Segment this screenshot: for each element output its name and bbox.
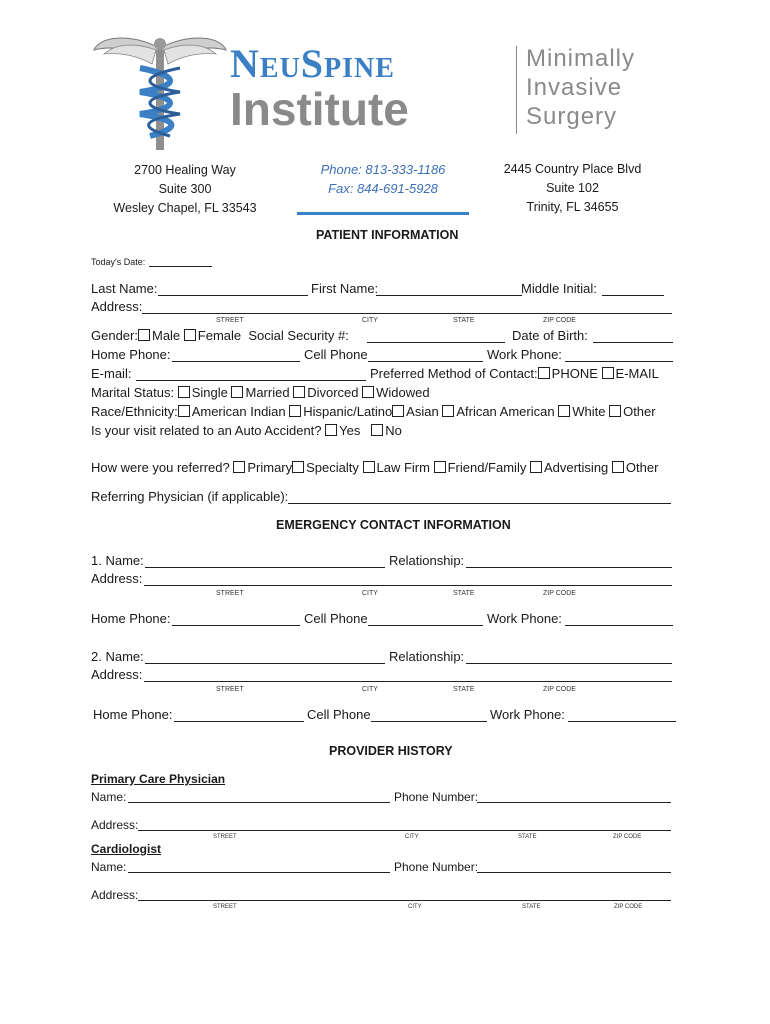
ref-other-label: Other	[625, 460, 659, 475]
ec1-home-phone-field[interactable]	[172, 625, 300, 626]
ec2-cell-phone-field[interactable]	[371, 721, 487, 722]
emergency-heading: EMERGENCY CONTACT INFORMATION	[276, 518, 511, 532]
ec1-work-phone-field[interactable]	[565, 625, 673, 626]
cardio-sub-city: CITY	[408, 904, 422, 910]
ec2-sub-state: STATE	[453, 686, 475, 693]
ec1-address-field[interactable]	[144, 585, 672, 586]
ref-lawfirm-checkbox[interactable]	[363, 461, 375, 473]
contact-info	[297, 160, 469, 198]
ec2-work-phone-label: Work Phone:	[490, 707, 565, 722]
pcp-address-label: Address:	[91, 818, 139, 832]
pcp-phone-field[interactable]	[477, 802, 671, 803]
pcp-address-field[interactable]	[138, 830, 671, 831]
cardio-phone-field[interactable]	[477, 872, 671, 873]
pcp-name-label: Name:	[91, 790, 127, 804]
ec2-name-field[interactable]	[145, 663, 385, 664]
single-checkbox[interactable]	[178, 386, 190, 398]
pcp-sub-state: STATE	[518, 834, 537, 840]
ec2-sub-zip: ZIP CODE	[543, 686, 576, 693]
female-label: Female	[197, 328, 242, 343]
cardio-sub-zip: ZIP CODE	[614, 904, 643, 910]
asian-checkbox[interactable]	[392, 405, 404, 417]
ref-advertising-checkbox[interactable]	[530, 461, 542, 473]
auto-accident-row	[91, 423, 402, 439]
other-race-label: Other	[623, 404, 656, 419]
contact-underline	[297, 212, 469, 215]
pcp-sub-city: CITY	[405, 834, 419, 840]
address-label: Address:	[91, 299, 143, 314]
brand-subname	[230, 83, 409, 135]
ref-lawfirm-label: Law Firm	[376, 460, 430, 475]
no-label: No	[385, 423, 402, 438]
divorced-checkbox[interactable]	[293, 386, 305, 398]
pcp-sub-zip: ZIP CODE	[613, 834, 642, 840]
first-name-label: First Name:	[311, 281, 379, 296]
gender-label: Gender:	[91, 328, 138, 343]
pcp-sub-street: STREET	[213, 834, 237, 840]
work-phone-field[interactable]	[565, 361, 673, 362]
brand-subname-text: Institute	[230, 83, 409, 135]
address-field[interactable]	[142, 313, 672, 314]
ec1-name-label: 1. Name:	[91, 553, 144, 568]
cardio-name-label: Name:	[91, 860, 127, 874]
race-label: Race/Ethnicity:	[91, 404, 178, 419]
ec1-cell-phone-field[interactable]	[368, 625, 483, 626]
married-checkbox[interactable]	[231, 386, 243, 398]
sub-state: STATE	[453, 317, 475, 324]
caduceus-icon	[90, 28, 230, 158]
todays-date-label: Today's Date:	[91, 257, 146, 267]
ec2-sub-city: CITY	[362, 686, 378, 693]
african-american-label: African American	[456, 404, 555, 419]
dob-label: Date of Birth:	[512, 328, 588, 343]
pref-email-checkbox[interactable]	[602, 367, 614, 379]
preferred-contact-row	[370, 366, 659, 382]
tagline-line-1: Minimally	[526, 45, 636, 72]
married-label: Married	[245, 385, 290, 400]
work-phone-label: Work Phone:	[487, 347, 562, 362]
ec1-name-field[interactable]	[145, 567, 385, 568]
address-right-line-3: Trinity, FL 34655	[526, 200, 619, 214]
ec2-address-label: Address:	[91, 667, 143, 682]
tagline	[526, 44, 635, 131]
yes-label: Yes	[339, 423, 361, 438]
ec1-cell-phone-label: Cell Phone	[304, 611, 368, 626]
marital-label: Marital Status:	[91, 385, 175, 400]
asian-label: Asian	[406, 404, 439, 419]
african-american-checkbox[interactable]	[442, 405, 454, 417]
home-phone-label: Home Phone:	[91, 347, 171, 362]
auto-accident-question: Is your visit related to an Auto Accident?	[91, 423, 322, 438]
white-label: White	[572, 404, 606, 419]
sub-zip: ZIP CODE	[543, 317, 576, 324]
pcp-name-field[interactable]	[128, 802, 390, 803]
cardio-sub-street: STREET	[213, 904, 237, 910]
email-label: E-mail:	[91, 366, 132, 381]
widowed-checkbox[interactable]	[362, 386, 374, 398]
email-field[interactable]	[136, 380, 366, 381]
cardiologist-heading: Cardiologist	[91, 842, 162, 856]
yes-checkbox[interactable]	[325, 424, 337, 436]
ec1-home-phone-label: Home Phone:	[91, 611, 171, 626]
sub-city: CITY	[362, 317, 378, 324]
ec1-work-phone-label: Work Phone:	[487, 611, 562, 626]
fax-number: Fax: 844-691-5928	[328, 181, 438, 196]
american-indian-checkbox[interactable]	[178, 405, 190, 417]
provider-heading: PROVIDER HISTORY	[329, 744, 453, 758]
address-left	[100, 161, 270, 218]
address-right-line-1: 2445 Country Place Blvd	[503, 162, 642, 176]
ec2-name-label: 2. Name:	[91, 649, 144, 664]
male-label: Male	[151, 328, 181, 343]
ec2-sub-street: STREET	[216, 686, 244, 693]
phone-number: Phone: 813-333-1186	[320, 162, 446, 177]
ec1-sub-state: STATE	[453, 590, 475, 597]
last-name-label: Last Name:	[91, 281, 158, 296]
marital-row	[91, 385, 430, 401]
referral-row	[91, 460, 658, 476]
first-name-field[interactable]	[376, 295, 522, 296]
ec1-sub-street: STREET	[216, 590, 244, 597]
ref-advertising-label: Advertising	[543, 460, 609, 475]
ref-primary-label: Primary	[247, 460, 293, 475]
ec1-sub-zip: ZIP CODE	[543, 590, 576, 597]
american-indian-label: American Indian	[191, 404, 286, 419]
dob-field[interactable]	[593, 342, 673, 343]
cardio-address-label: Address:	[91, 888, 139, 902]
address-left-line-2: Suite 300	[158, 182, 212, 196]
ssn-label: Social Security #:	[248, 328, 349, 343]
ec2-cell-phone-label: Cell Phone	[307, 707, 371, 722]
widowed-label: Widowed	[376, 385, 430, 400]
pref-phone-label: PHONE	[551, 366, 598, 381]
white-checkbox[interactable]	[558, 405, 570, 417]
cardio-sub-state: STATE	[522, 904, 541, 910]
address-right	[485, 160, 660, 217]
hispanic-label: Hispanic/Latino	[303, 404, 393, 419]
sub-street: STREET	[216, 317, 244, 324]
ref-primary-checkbox[interactable]	[233, 461, 245, 473]
cardio-name-field[interactable]	[128, 872, 390, 873]
address-right-line-2: Suite 102	[546, 181, 599, 195]
pcp-phone-label: Phone Number:	[394, 790, 479, 804]
ec2-home-phone-field[interactable]	[174, 721, 304, 722]
brand-name	[230, 41, 395, 86]
ref-specialty-checkbox[interactable]	[292, 461, 304, 473]
tagline-line-2: Invasive	[526, 74, 623, 101]
referring-physician-label: Referring Physician (if applicable):	[91, 489, 289, 504]
ec2-address-field[interactable]	[144, 681, 672, 682]
middle-initial-field[interactable]	[602, 295, 664, 296]
pcp-heading: Primary Care Physician	[91, 772, 226, 786]
no-checkbox[interactable]	[371, 424, 383, 436]
female-checkbox[interactable]	[184, 329, 196, 341]
todays-date-field[interactable]	[149, 266, 212, 267]
preferred-contact-label: Preferred Method of Contact:	[370, 366, 538, 381]
divorced-label: Divorced	[307, 385, 359, 400]
pref-phone-checkbox[interactable]	[538, 367, 550, 379]
ref-other-checkbox[interactable]	[612, 461, 624, 473]
ec2-relationship-label: Relationship:	[389, 649, 465, 664]
ref-friend-label: Friend/Family	[447, 460, 527, 475]
ec1-relationship-label: Relationship:	[389, 553, 465, 568]
address-left-line-1: 2700 Healing Way	[134, 163, 236, 177]
logo-divider	[516, 46, 517, 134]
address-left-line-3: Wesley Chapel, FL 33543	[113, 201, 257, 215]
ec2-home-phone-label: Home Phone:	[93, 707, 173, 722]
cell-phone-field[interactable]	[368, 361, 483, 362]
ssn-field[interactable]	[367, 342, 505, 343]
ec1-sub-city: CITY	[362, 590, 378, 597]
cardio-phone-label: Phone Number:	[394, 860, 479, 874]
ec1-address-label: Address:	[91, 571, 143, 586]
hispanic-checkbox[interactable]	[289, 405, 301, 417]
middle-initial-label: Middle Initial:	[521, 281, 597, 296]
ec2-relationship-field[interactable]	[466, 663, 672, 664]
ref-friend-checkbox[interactable]	[434, 461, 446, 473]
ec2-work-phone-field[interactable]	[568, 721, 676, 722]
brand-name-text: NeuSpine	[230, 41, 395, 86]
logo	[90, 28, 690, 158]
ref-specialty-label: Specialty	[306, 460, 359, 475]
gender-row	[91, 328, 349, 344]
ec1-relationship-field[interactable]	[466, 567, 672, 568]
other-race-checkbox[interactable]	[609, 405, 621, 417]
referring-physician-field[interactable]	[288, 503, 671, 504]
single-label: Single	[191, 385, 228, 400]
home-phone-field[interactable]	[172, 361, 300, 362]
last-name-field[interactable]	[158, 295, 308, 296]
pref-email-label: E-MAIL	[615, 366, 659, 381]
patient-info-heading: PATIENT INFORMATION	[316, 228, 459, 242]
male-checkbox[interactable]	[138, 329, 150, 341]
cardio-address-field[interactable]	[138, 900, 671, 901]
race-row	[91, 404, 656, 420]
referral-question: How were you referred?	[91, 460, 230, 475]
cell-phone-label: Cell Phone	[304, 347, 368, 362]
tagline-line-3: Surgery	[526, 103, 618, 130]
